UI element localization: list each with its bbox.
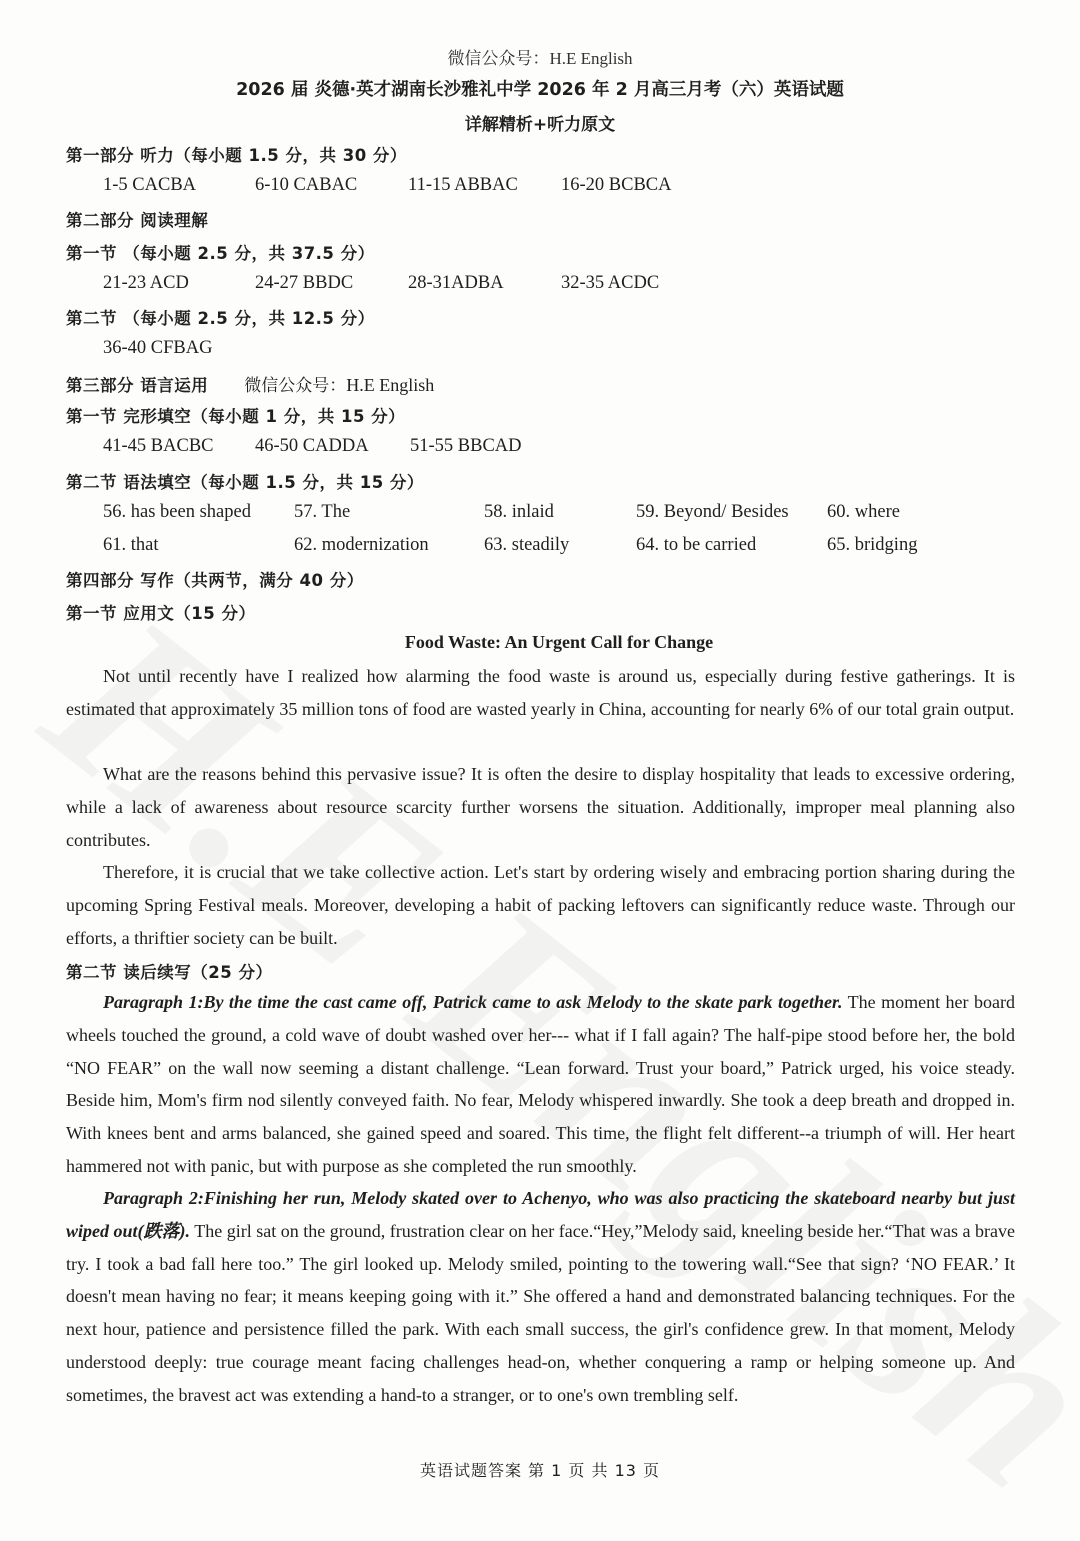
part4-section1-heading: 第一节 应用文（15 分） (66, 604, 256, 623)
essay-title: Food Waste: An Urgent Call for Change (404, 632, 714, 652)
answer-group: 21-23 ACD (103, 273, 189, 293)
answer-group: 46-50 CADDA (255, 436, 369, 456)
essay-paragraph: What are the reasons behind this pervasive issue? It is often the desire to display hospitality that leads to excessive ordering, while a lack of awareness about resource scarcity further worsens the situation. Additionally, improper meal planning also contributes. (66, 764, 1015, 850)
answer-group: 36-40 CFBAG (103, 338, 213, 358)
inline-wechat-label: 微信公众号： (244, 376, 347, 396)
grammar-answer: 60. where (827, 502, 900, 522)
grammar-answer: 59. Beyond/ Besides (636, 502, 789, 522)
answer-group: 28-31ADBA (408, 273, 504, 293)
answer-group: 32-35 ACDC (561, 273, 660, 293)
part3-heading-row (66, 371, 434, 396)
answer-group: 41-45 BACBC (103, 436, 214, 456)
essay-paragraph: Therefore, it is crucial that we take collective action. Let's start by ordering wisely and embracing portion sharing during the upcoming Spring Festival meals. Moreover, developing a habit of packing leftovers can significantly reduce waste. Through our efforts, a thriftier society can be built. (66, 862, 1015, 948)
page-footer: 英语试题答案 第 1 页 共 13 页 (419, 1461, 661, 1480)
grammar-answer: 57. The (294, 502, 351, 522)
part4-section2-heading: 第二节 读后续写（25 分） (66, 963, 273, 982)
continuation-paragraph-2 (66, 1182, 1015, 1412)
grammar-answer: 61. that (103, 535, 159, 555)
part2-section2-heading: 第二节 （每小题 2.5 分，共 12.5 分） (66, 309, 375, 328)
continuation-paragraph-1 (66, 986, 1015, 1183)
answer-group: 24-27 BBDC (255, 273, 354, 293)
paragraph-1-body: The moment her board wheels touched the ground, a cold wave of doubt washed over her--- what if I fall again? The half-pipe stood before her, the bold “NO FEAR” on the wall now seeming a distant challenge. “Lean forward. Trust your board,” Patrick urged, his voice steady. Beside him, Mom's firm nod silently conveyed faith. No fear, Melody whispered inwardly. She took a deep breath and dropped in. With knees bent and arms balanced, she gained speed and soared. This time, the flight felt different--a triumph of will. Her heart hammered not with panic, but with purpose as she completed the run smoothly. (66, 992, 1015, 1176)
answer-group: 16-20 BCBCA (561, 175, 672, 195)
wechat-account: H.E English (549, 49, 633, 68)
part1-heading: 第一部分 听力（每小题 1.5 分，共 30 分） (66, 146, 407, 165)
inline-wechat (244, 371, 434, 396)
paragraph-1-lead: Paragraph 1:By the time the cast came off, Patrick came to ask Melody to the skate park together. (103, 992, 843, 1012)
part2-section1-heading: 第一节 （每小题 2.5 分，共 37.5 分） (66, 244, 375, 263)
document-subtitle: 详解精析+听力原文 (464, 115, 616, 135)
essay-paragraph: Not until recently have I realized how alarming the food waste is around us, especially during festive gatherings. It is estimated that approximately 35 million tons of food are wasted yearly in China, accounting for nearly 6% of our total grain output. (66, 666, 1015, 719)
grammar-answer: 63. steadily (484, 535, 570, 555)
answer-group: 6-10 CABAC (255, 175, 358, 195)
grammar-answer: 64. to be carried (636, 535, 757, 555)
grammar-answer: 65. bridging (827, 535, 918, 555)
grammar-answer: 58. inlaid (484, 502, 554, 522)
paragraph-2-lead: Paragraph 2:Finishing her run, Melody skated over to Achenyo, who was also practicing the skateboard nearby but just wiped out(跌落). (66, 1188, 1015, 1241)
answer-group: 51-55 BBCAD (410, 436, 522, 456)
part2-heading: 第二部分 阅读理解 (66, 211, 209, 230)
part3-section1-heading: 第一节 完形填空（每小题 1 分，共 15 分） (66, 407, 406, 426)
part3-section2-heading: 第二节 语法填空（每小题 1.5 分，共 15 分） (66, 473, 424, 492)
part4-heading: 第四部分 写作（共两节，满分 40 分） (66, 571, 364, 590)
answer-group: 11-15 ABBAC (408, 175, 518, 195)
grammar-answer: 62. modernization (294, 535, 429, 555)
wechat-label: 微信公众号： (447, 49, 550, 68)
inline-wechat-account: H.E English (346, 375, 435, 395)
part3-heading: 第三部分 语言运用 (66, 376, 209, 395)
header-wechat (0, 44, 1080, 69)
document-title: 2026 届 炎德·英才湖南长沙雅礼中学 2026 年 2 月高三月考（六）英语试题 (236, 80, 844, 100)
answer-group: 1-5 CACBA (103, 175, 197, 195)
paragraph-2-body: The girl sat on the ground, frustration clear on her face.“Hey,”Melody said, kneeling beside her.“That was a brave try. I took a bad fall here too.” The girl looked up. Melody smiled, pointing to the towering wall.“See that sign? ‘NO FEAR.’ It doesn't mean having no fear; it means keeping going with it.” She offered a hand and demonstrated balancing techniques. For the next hour, patience and persistence filled the park. With each small success, the girl's confidence grew. In that moment, Melody understood deeply: true courage meant facing challenges head-on, whether conquering a ramp or helping someone up. And sometimes, the bravest act was extending a hand-to a stranger, or to one's own trembling self. (66, 1220, 1016, 1405)
grammar-answer: 56. has been shaped (103, 502, 251, 522)
